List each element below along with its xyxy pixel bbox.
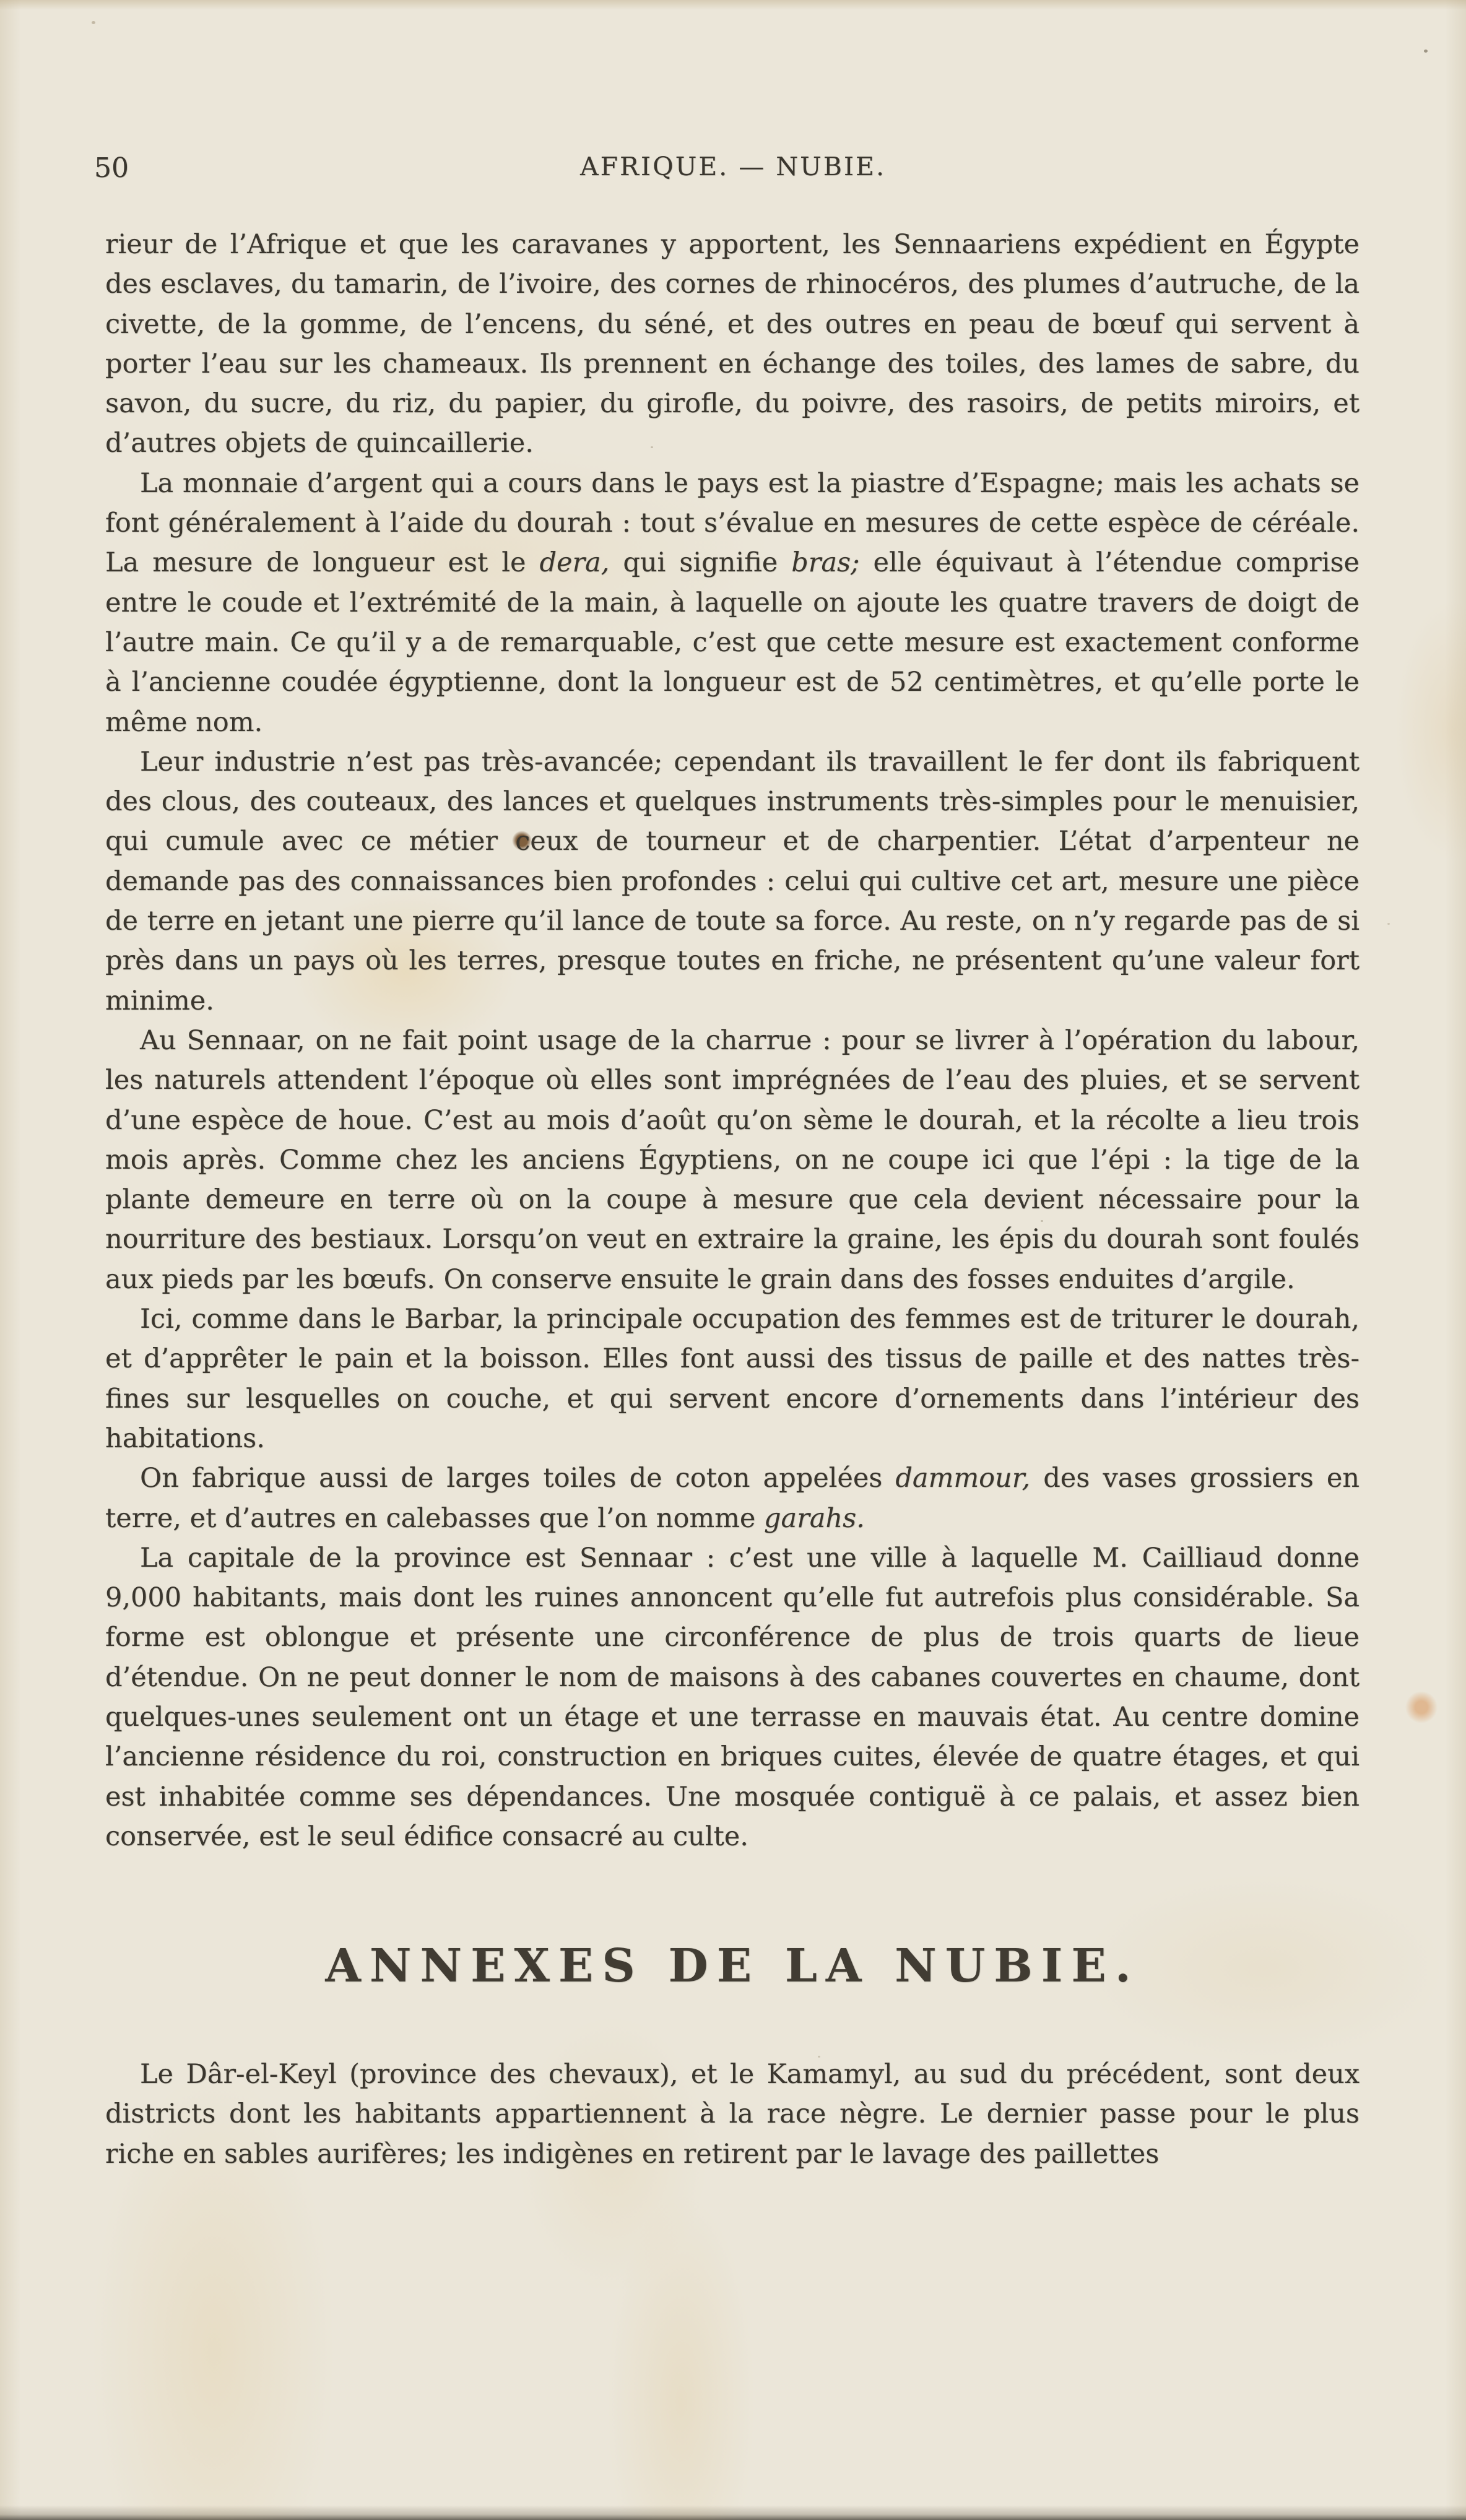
paragraph: rieur de l’Afrique et que les caravanes y apportent, les Sennaariens expédient en Égypte des esclaves, du tamarin, de l’ivoire, des cornes de rhinocéros, des plumes d’autruche, de la civette, de la gomme, de l’encens, du séné, et des outres en peau de bœuf qui servent à porter l’eau sur les chameaux. Ils prennent en échange des toiles, des lames de sabre, du savon, du sucre, du riz, du papier, du girofle, du poivre, des rasoirs, de petits miroirs, et d’autres objets de quincaillerie. — [105, 229, 1360, 459]
paragraph: Ici, comme dans le Barbar, la principale occupation des femmes est de triturer le dourah, et d’apprêter le pain et la boisson. Elles font aussi des tissus de paille et des nattes très-fines sur lesquelles on couche, et qui servent encore d’ornements dans l’intérieur des habitations. — [105, 1304, 1360, 1454]
page-number: 50 — [94, 152, 129, 184]
paragraph: La capitale de la province est Sennaar : c’est une ville à laquelle M. Cailliaud donne 9,000 habitants, mais dont les ruines annoncent qu’elle fut autrefois plus considérable. Sa forme est oblongue et présente une circonférence de plus de trois quarts de lieue d’étendue. On ne peut donner le nom de maisons à des cabanes couvertes en chaume, dont quelques-unes seulement ont un étage et une terrasse en mauvais état. Au centre domine l’ancienne résidence du roi, construction en briques cuites, élevée de quatre étages, et qui est inhabitée comme ses dépendances. Une mosquée contiguë à ce palais, et assez bien conservée, est le seul édifice consacré au culte. — [105, 1542, 1360, 1852]
paragraph: Le Dâr-el-Keyl (province des chevaux), et le Kamamyl, au sud du précédent, sont deux districts dont les habitants appartiennent à la race nègre. Le dernier passe pour le plus riche en sables aurifères; les indigènes en retirent par le lavage des paillettes — [105, 2059, 1360, 2170]
paragraph: Leur industrie n’est pas très-avancée; cependant ils travaillent le fer dont ils fabriquent des clous, des couteaux, des lances et quelques instruments très-simples pour le menuisier, qui cumule avec ce métier ceux de tourneur et de charpentier. L’état d’arpenteur ne demande pas des connaissances bien profondes : celui qui cultive cet art, mesure une pièce de terre en jetant une pierre qu’il lance de toute sa force. Au reste, on n’y regarde pas de si près dans un pays où les terres, presque toutes en friche, ne présentent qu’une valeur fort minime. — [105, 746, 1360, 1016]
paragraph: La monnaie d’argent qui a cours dans le pays est la piastre d’Espagne; mais les achats se font généralement à l’aide du dourah : tout s’évalue en mesures de cette espèce de céréale. La mesure de longueur est le dera, qui signifie bras; elle équivaut à l’étendue comprise entre le coude et l’extrémité de la main, à laquelle on ajoute les quatre travers de doigt de l’autre main. Ce qu’il y a de remarquable, c’est que cette mesure est exactement conforme à l’ancienne coudée égyptienne, dont la longueur est de 52 centimètres, et qu’elle porte le même nom. — [105, 467, 1360, 738]
paragraph: On fabrique aussi de larges toiles de coton appelées dammour, des vases grossiers en terre, et d’autres en calebasses que l’on nomme garahs. — [105, 1463, 1360, 1534]
running-head: AFRIQUE. — NUBIE. — [579, 152, 887, 181]
paragraph: Au Sennaar, on ne fait point usage de la charrue : pour se livrer à l’opération du labour, les naturels attendent l’époque où elles sont imprégnées de l’eau des pluies, et se servent d’une espèce de houe. C’est au mois d’août qu’on sème le dourah, et la récolte a lieu trois mois après. Comme chez les anciens Égyptiens, on ne coupe ici que l’épi : la tige de la plante demeure en terre où on la coupe à mesure que cela devient nécessaire pour la nourriture des bestiaux. Lorsqu’on veut en extraire la graine, les épis du dourah sont foulés aux pieds par les bœufs. On conserve ensuite le grain dans des fosses enduites d’argile. — [105, 1024, 1360, 1295]
body-text — [105, 225, 1360, 2174]
section-heading: ANNEXES DE LA NUBIE. — [325, 1939, 1140, 1993]
paper-specks — [1424, 50, 1428, 53]
